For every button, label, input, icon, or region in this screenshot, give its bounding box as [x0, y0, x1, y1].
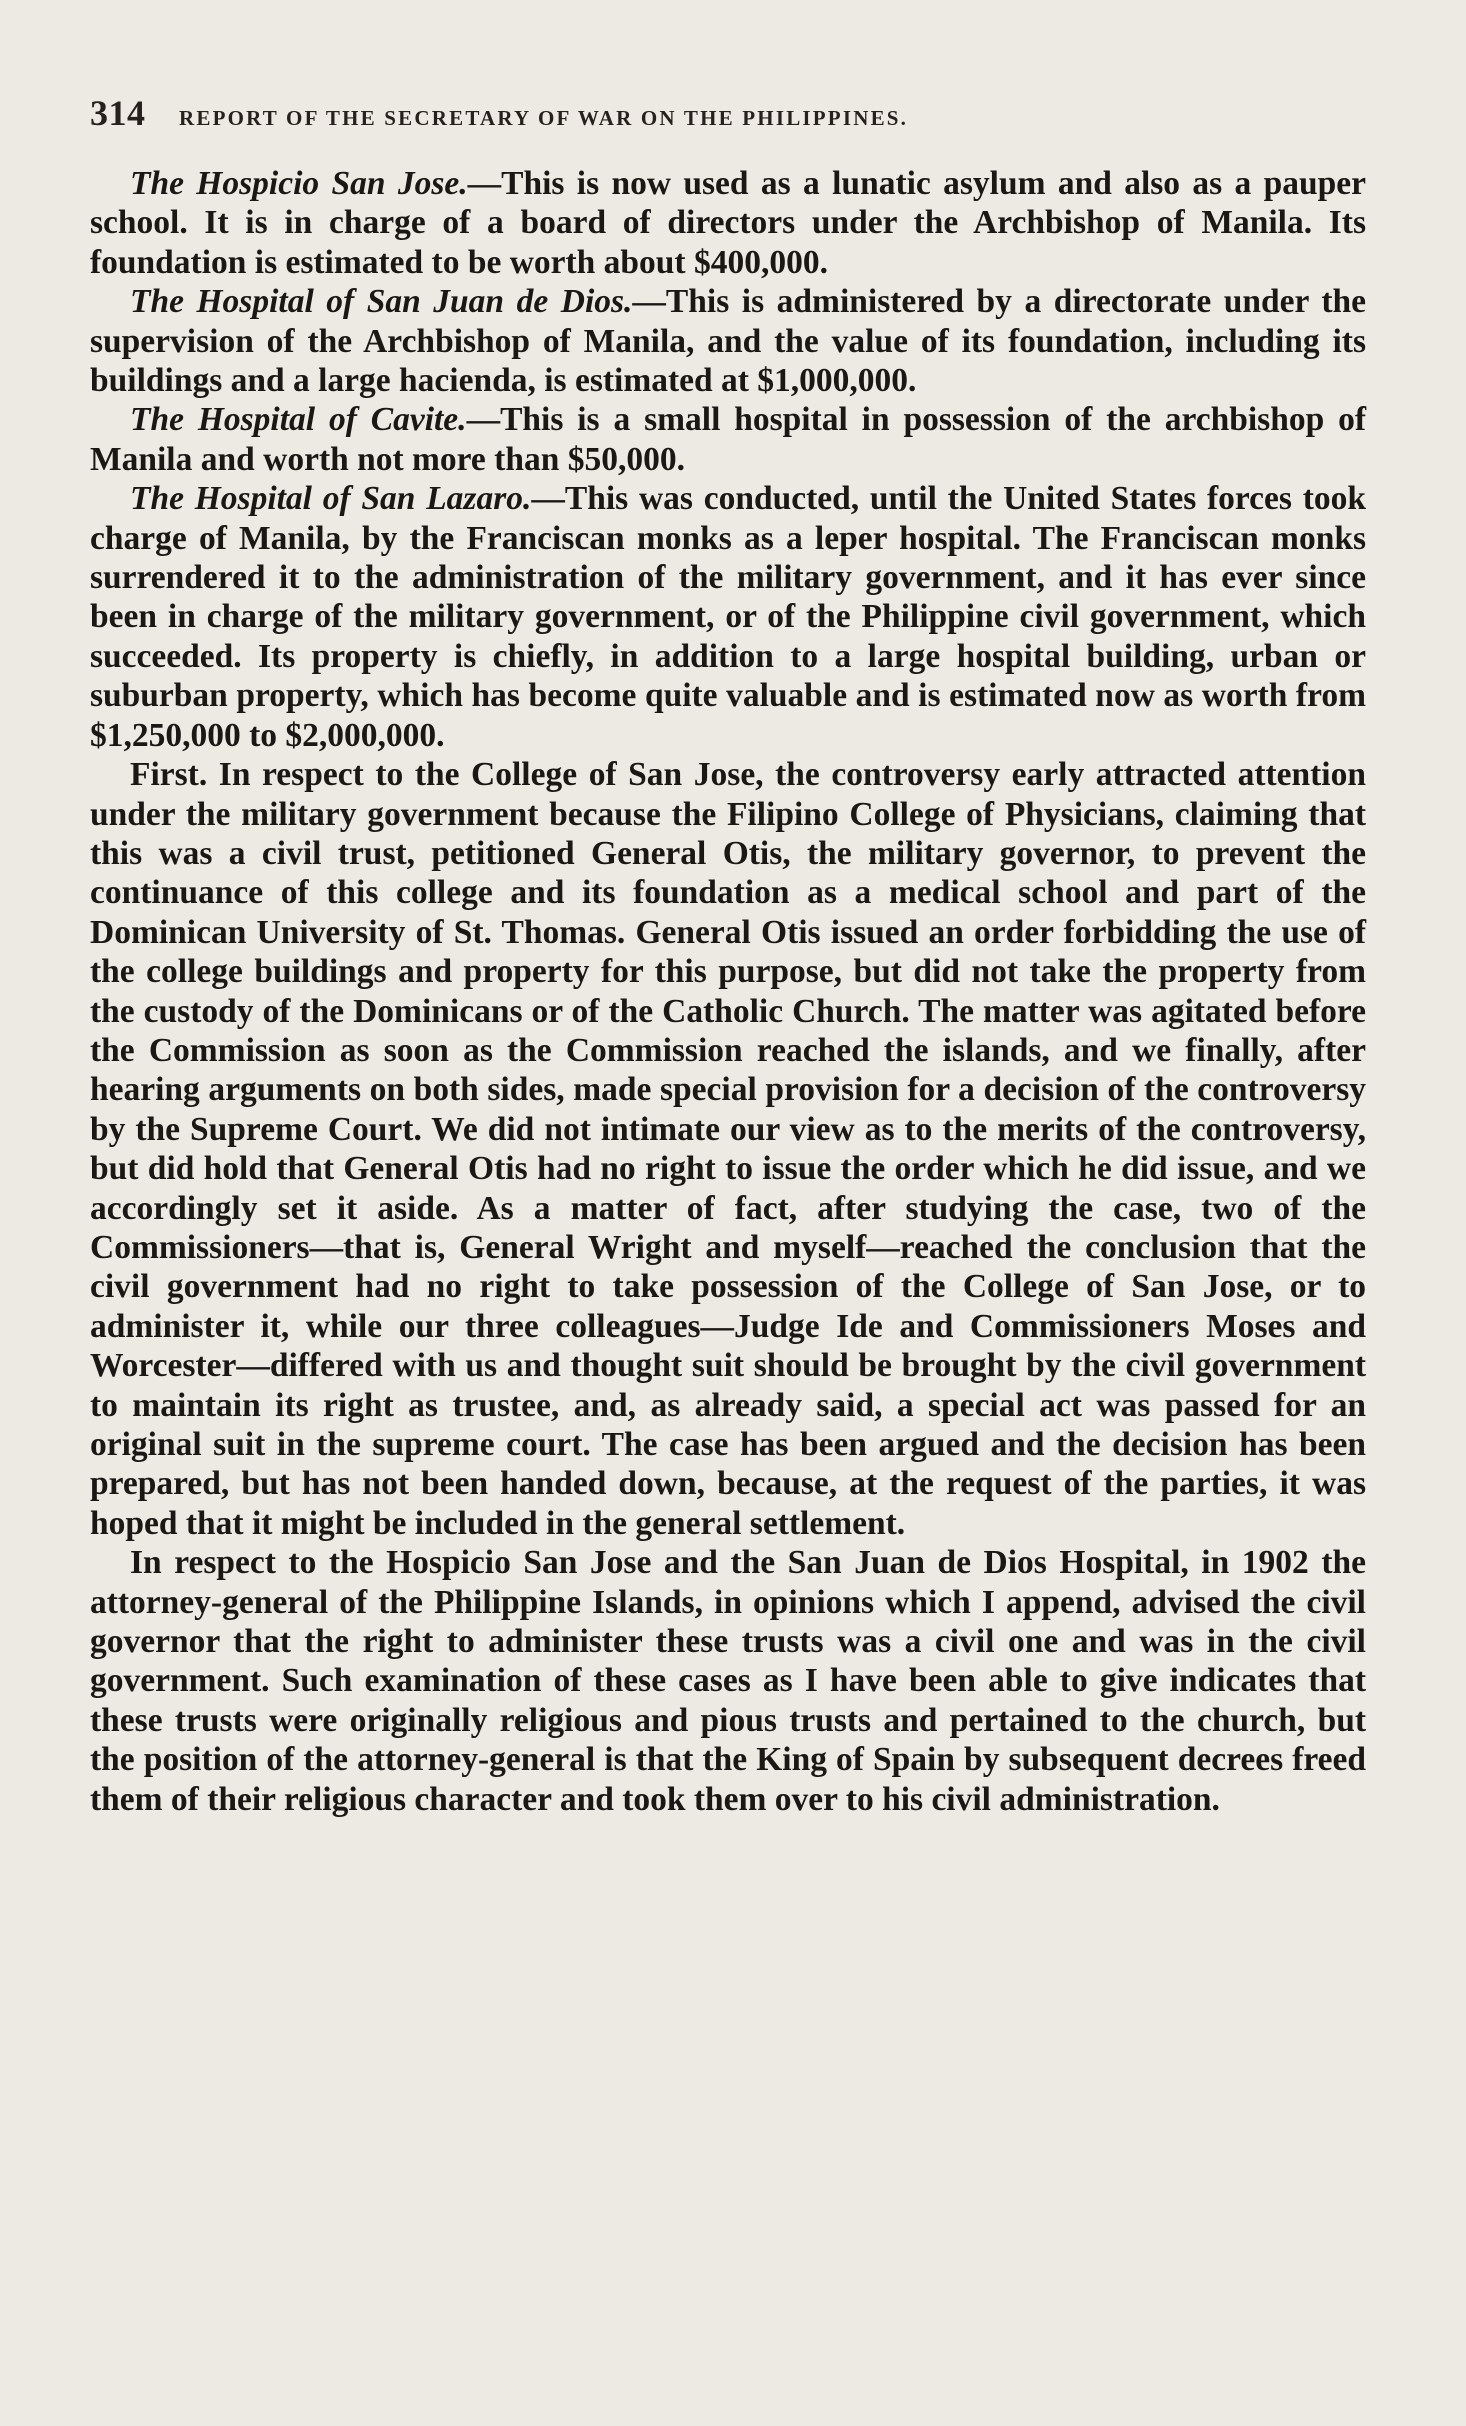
- paragraph-college-san-jose: [90, 755, 1366, 1543]
- paragraph-hospicio-and-san-juan: [90, 1543, 1366, 1819]
- page-header: [90, 92, 1366, 132]
- paragraph-text: —This is administered by a directorate under the supervision of the Archbishop of Manila, and the value of its foundation, including its buildings and a large hacienda, is estimated at $1,000,000.: [90, 283, 1366, 400]
- paragraph-heading: The Hospital of Cavite.: [130, 401, 467, 439]
- paragraph-heading: The Hospicio San Jose.: [130, 165, 468, 202]
- paragraph-hospital-cavite: [90, 400, 1366, 479]
- paragraph-text: —This was conducted, until the United States forces took charge of Manila, by the Franciscan monks as a leper hospital. The Franciscan monks surrendered it to the administration of the military government, and it has ever since been in charge of the military government, or of the Philippine civil government, which succeeded. Its property is chiefly, in addition to a large hospital building, urban or suburban property, which has become quite valuable and is estimated now as worth from $1,250,000 to $2,000,000.: [90, 480, 1367, 754]
- page-number: 314: [90, 93, 146, 133]
- body-text: [90, 164, 1366, 1819]
- paragraph-text: —This is now used as a lunatic asylum and also as a pauper school. It is in charge of a board of directors under the Archbishop of Manila. Its foundation is estimated to be worth about $400,000.: [90, 165, 1366, 281]
- paragraph-heading: The Hospital of San Juan de Dios.: [130, 283, 633, 321]
- paragraph-heading: The Hospital of San Lazaro.: [130, 480, 532, 518]
- paragraph-hospital-san-juan-de-dios: [90, 282, 1366, 400]
- paragraph-text: —This is a small hospital in possession of the archbishop of Manila and worth not more than $50,000.: [90, 401, 1366, 478]
- paragraph-text: First. In respect to the College of San Jose, the controversy early attracted attention under the military government because the Filipino College of Physicians, claiming that this was a civil trust, petitioned General Otis, the military governor, to prevent the continuance of this college and its foundation as a medical school and part of the Dominican University of St. Thomas. General Otis issued an order forbidding the use of the college buildings and property for this purpose, but did not take the property from the custody of the Dominicans or of the Catholic Church. The matter was agitated before the Commission as soon as the Commission reached the islands, and we finally, after hearing arguments on both sides, made special provision for a decision of the controversy by the Supreme Court. We did not intimate our view as to the merits of the controversy, but did hold that General Otis had no right to issue the order which he did issue, and we accordingly set it aside. As a matter of fact, after studying the case, two of the Commissioners—that is, General Wright and myself—reached the conclusion that the civil government had no right to take possession of the College of San Jose, or to administer it, while our three colleagues—Judge Ide and Commissioners Moses and Worcester—differed with us and thought suit should be brought by the civil government to maintain its right as trustee, and, as already said, a special act was passed for an original suit in the supreme court. The case has been argued and the decision has been prepared, but has not been handed down, because, at the request of the parties, it was hoped that it might be included in the general settlement.: [90, 756, 1366, 1542]
- paragraph-hospital-san-lazaro: [90, 479, 1366, 755]
- paragraph-text: In respect to the Hospicio San Jose and the San Juan de Dios Hospital, in 1902 the attorney-general of the Philippine Islands, in opinions which I append, advised the civil governor that the right to administer these trusts was a civil one and was in the civil government. Such examination of these cases as I have been able to give indicates that these trusts were originally religious and pious trusts and pertained to the church, but the position of the attorney-general is that the King of Spain by subsequent decrees freed them of their religious character and took them over to his civil administration.: [90, 1544, 1366, 1818]
- running-head: REPORT OF THE SECRETARY OF WAR ON THE PHILIPPINES.: [179, 106, 909, 130]
- paragraph-hospicio-san-jose: [90, 164, 1366, 282]
